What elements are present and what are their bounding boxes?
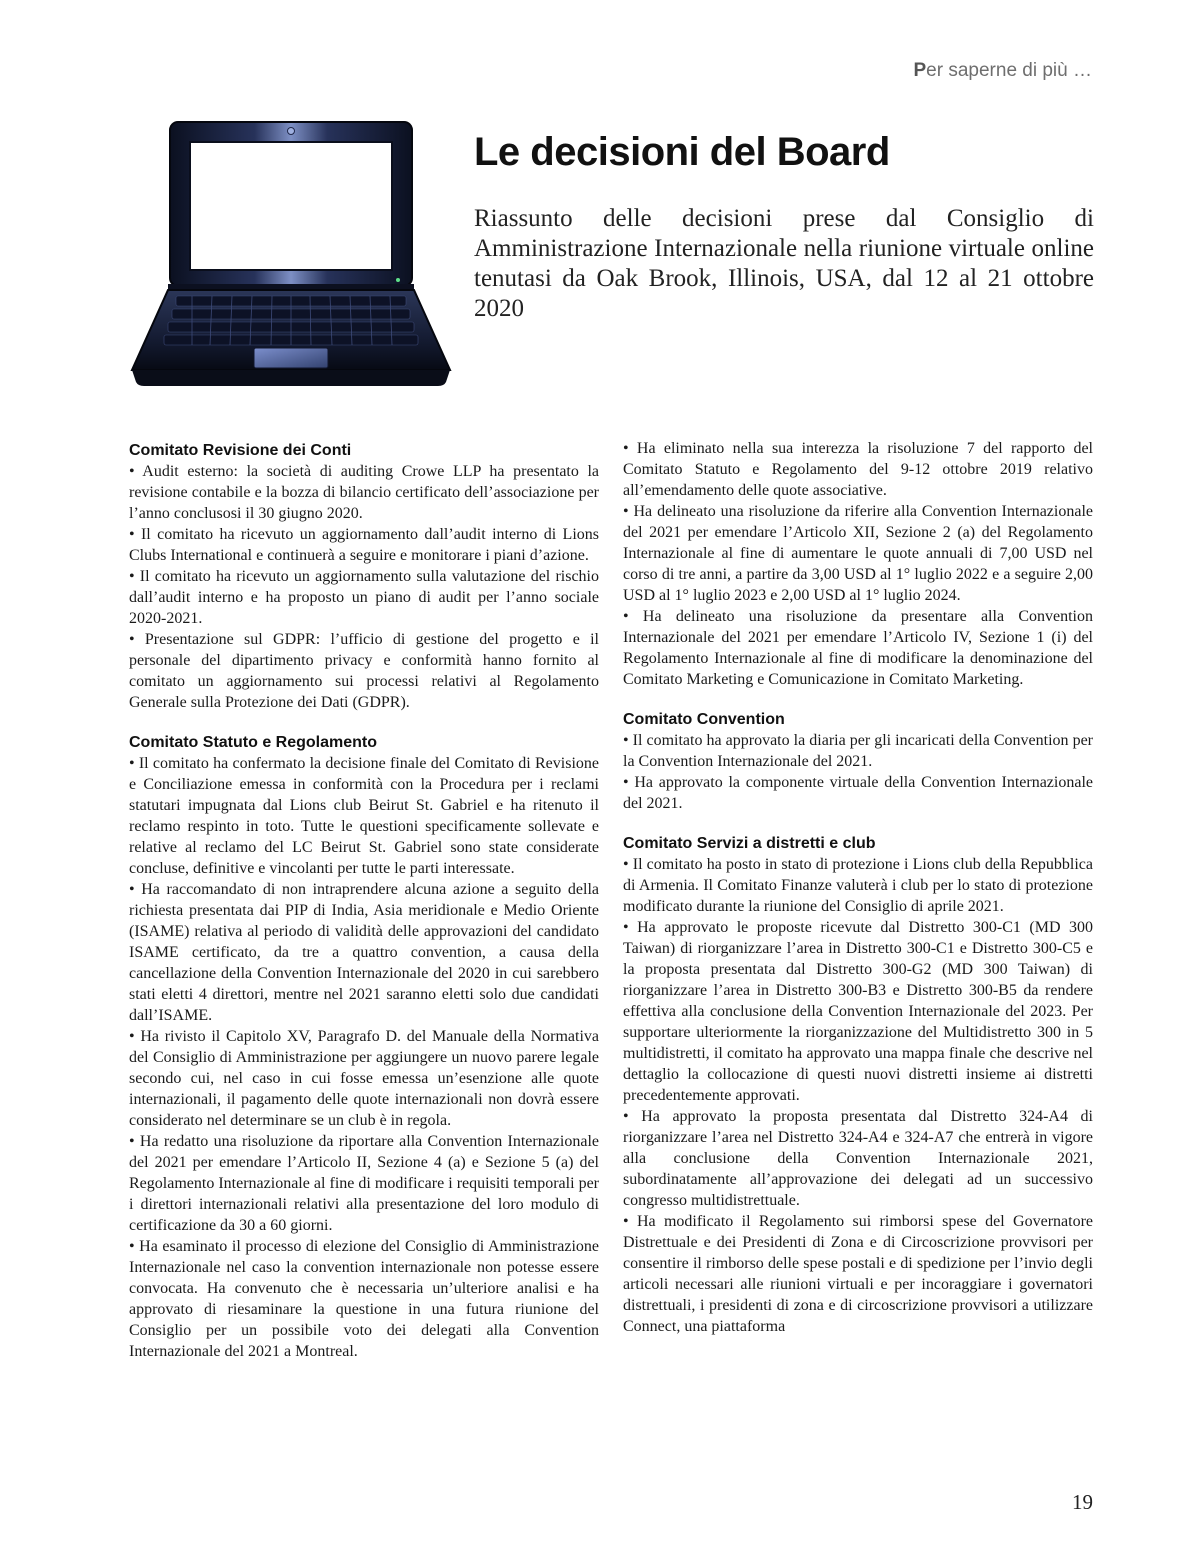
paragraph: • Il comitato ha ricevuto un aggiornamento sulla valutazione del rischio dall’audit interno e ha proposto un piano di audit per l’anno sociale 2020-2021.: [129, 568, 599, 627]
paragraph: • Audit esterno: la società di auditing Crowe LLP ha presentato la revisione contabile e la bozza di bilancio certificato dell’associazione per l’anno conclusosi il 30 giugno 2020.: [129, 463, 599, 522]
section-statuto-regolamento: [129, 732, 599, 1362]
running-header: [913, 60, 1092, 82]
paragraph: • Ha modificato il Regolamento sui rimborsi spese del Governatore Distrettuale e dei Presidenti di Zona e di Circoscrizione provvisori per consentire il rimborso delle spese postali e di spedizione per l’invio degli articoli necessari alle riunioni virtuali e per incoraggiare i governatori distrettuali, i presidenti di zona e di circoscrizione provvisori a utilizzare Connect, una piattaforma: [623, 1213, 1093, 1335]
section-statuto-continued: [623, 438, 1093, 690]
paragraph: • Il comitato ha ricevuto un aggiornamento dall’audit interno di Lions Clubs International e continuerà a seguire e monitorare i piani d’azione.: [129, 526, 599, 564]
paragraph: • Ha rivisto il Capitolo XV, Paragrafo D. del Manuale della Normativa del Consiglio di Amministrazione per aggiungere un nuovo parere legale secondo cui, nel caso in cui fosse emessa un’esenzione alle quote internazionali, il pagamento delle quote internazionali non dovrà essere considerato nel determinare se un club è in regola.: [129, 1028, 599, 1129]
paragraph: • Ha redatto una risoluzione da riportare alla Convention Internazionale del 2021 per emendare l’Articolo II, Sezione 4 (a) e Sezione 5 (a) del Regolamento Internazionale al fine di modificare i requisiti temporali per i direttori internazionali relativi alla presentazione del loro modulo di certificazione da 30 a 60 giorni.: [129, 1133, 599, 1234]
section-title: Comitato Revisione dei Conti: [129, 442, 352, 459]
page-subtitle: Riassunto delle decisioni prese dal Consiglio di Amministrazione Internazionale nella riunione virtuale online tenutasi da Oak Brook, Illinois, USA, dal 12 al 21 ottobre 2020: [474, 205, 1094, 322]
page-number: 19: [1072, 1490, 1093, 1514]
paragraph: • Ha eliminato nella sua interezza la risoluzione 7 del rapporto del Comitato Statuto e Regolamento del 9-12 ottobre 2019 relativo all’emendamento delle quote associative.: [623, 440, 1093, 499]
paragraph: • Ha approvato la proposta presentata dal Distretto 324-A4 di riorganizzare l’area nel Distretto 324-A4 e 324-A7 che entrerà in vigore alla conclusione della Convention Internazionale 2021, subordinatamente all’approvazione dei delegati ad un successivo congresso multidistrettuale.: [623, 1108, 1093, 1209]
paragraph: • Il comitato ha approvato la diaria per gli incaricati della Convention per la Convention Internazionale del 2021.: [623, 732, 1093, 770]
running-header-initial: P: [913, 60, 927, 81]
paragraph: • Ha esaminato il processo di elezione del Consiglio di Amministrazione Internazionale nel caso la convention internazionale non potesse essere convocata. Ha convenuto che è necessaria un’ulteriore analisi e ha approvato di riesaminare la questione in una futura riunione del Consiglio per un possibile voto dei delegati alla Convention Internazionale del 2021 a Montreal.: [129, 1238, 599, 1360]
section-title: Comitato Servizi a distretti e club: [623, 835, 876, 852]
section-servizi-distretti: [623, 833, 1093, 1337]
paragraph: • Ha approvato la componente virtuale della Convention Internazionale del 2021.: [623, 774, 1093, 812]
running-header-text: er saperne di più …: [926, 60, 1092, 81]
left-column: [129, 440, 599, 1381]
laptop-icon: [128, 120, 454, 390]
paragraph: • Presentazione sul GDPR: l’ufficio di gestione del progetto e il personale del dipartimento privacy e conformità hanno fornito al comitato un aggiornamento sui processi relativi al Regolamento Generale sulla Protezione dei Dati (GDPR).: [129, 631, 599, 711]
section-revisione-conti: [129, 440, 599, 713]
right-column: [623, 438, 1093, 1356]
paragraph: • Ha raccomandato di non intraprendere alcuna azione a seguito della richiesta presentata dai PIP di India, Asia meridionale e Medio Oriente (ISAME) relativa al periodo di validità delle approvazioni del candidato ISAME certificato, da tre a quattro convention, a causa della cancellazione della Convention Internazionale del 2020 in cui sarebbero stati eletti 4 direttori, mentre nel 2021 saranno eletti solo due candidati dall’ISAME.: [129, 881, 599, 1024]
paragraph: • Ha delineato una risoluzione da presentare alla Convention Internazionale del 2021 per emendare l’Articolo IV, Sezione 1 (i) del Regolamento Internazionale al fine di modificare la denominazione del Comitato Marketing e Comunicazione in Comitato Marketing.: [623, 608, 1093, 688]
paragraph: • Il comitato ha confermato la decisione finale del Comitato di Revisione e Conciliazione emessa in conformità con la Procedura per i reclami statutari impugnata dal Lions club Beirut St. Gabriel e ha ritenuto il reclamo respinto in toto. Tutte le questioni specificamente sollevate e relative al reclamo del LC Beirut St. Gabriel sono state considerate concluse, definitive e vincolanti per tutte le parti interessate.: [129, 755, 599, 877]
paragraph: • Il comitato ha posto in stato di protezione i Lions club della Repubblica di Armenia. Il Comitato Finanze valuterà i club per lo stato di protezione modificato durante la riunione del Consiglio di aprile 2021.: [623, 856, 1093, 915]
section-title: Comitato Statuto e Regolamento: [129, 734, 378, 751]
page-title: Le decisioni del Board: [474, 130, 890, 174]
paragraph: • Ha approvato le proposte ricevute dal Distretto 300-C1 (MD 300 Taiwan) di riorganizzare l’area in Distretto 300-C1 e Distretto 300-C5 e la proposta presentata dal Distretto 300-G2 (MD 300 Taiwan) di riorganizzare l’area in Distretto 300-B3 e Distretto 300-B5 da rendere effettiva alla conclusione della Convention Internazionale del 2023. Per supportare ulteriormente la riorganizzazione del Multidistretto 300 in 5 multidistretti, il comitato ha approvato una mappa finale che descrive nel dettaglio la collocazione di questi nuovi distretti insieme ai distretti precedentemente approvati.: [623, 919, 1093, 1104]
section-convention: [623, 709, 1093, 814]
section-title: Comitato Convention: [623, 711, 785, 728]
paragraph: • Ha delineato una risoluzione da riferire alla Convention Internazionale del 2021 per emendare l’Articolo XII, Sezione 2 (a) del Regolamento Internazionale al fine di aumentare le quote annuali di 7,00 USD nel corso di tre anni, a partire da 3,00 USD al 1° luglio 2022 e a seguire 2,00 USD al 1° luglio 2023 e 2,00 USD al 1° luglio 2024.: [623, 503, 1093, 604]
